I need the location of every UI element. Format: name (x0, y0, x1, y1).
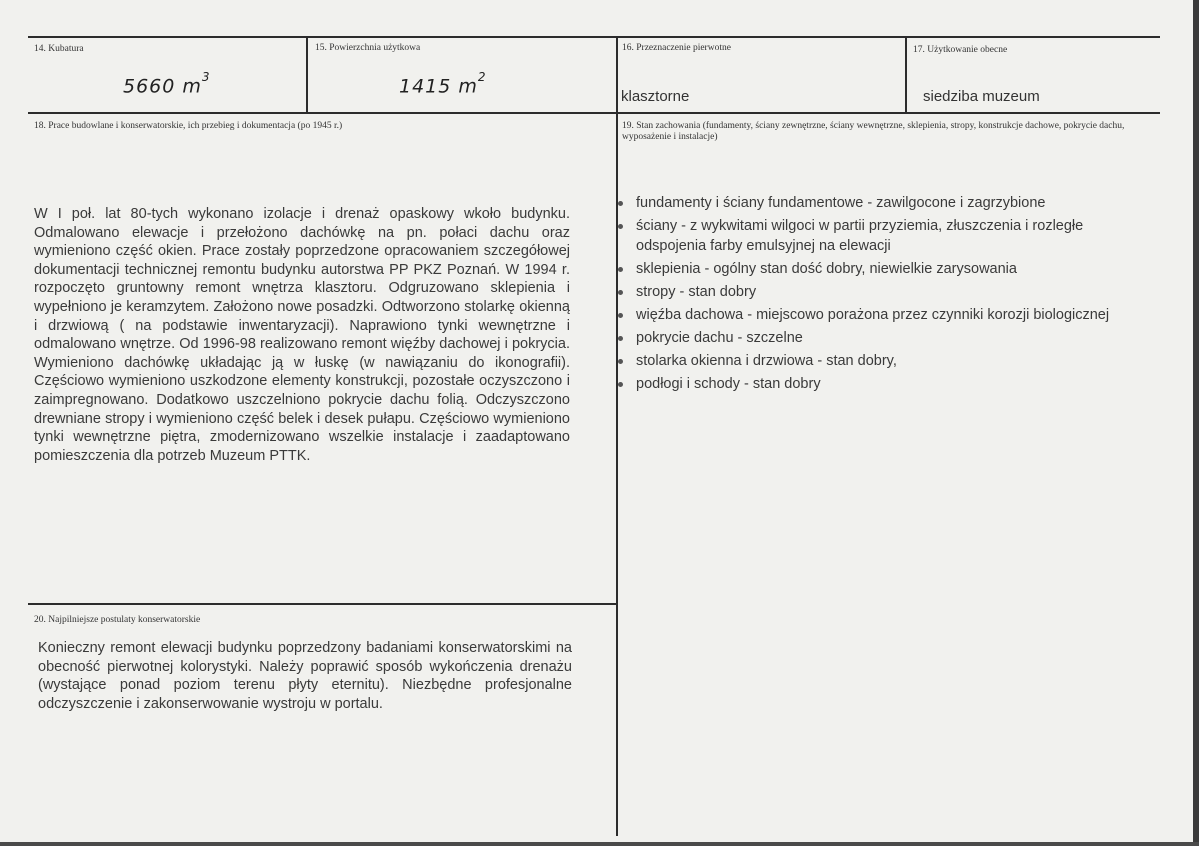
kubatura-unit: m (182, 75, 202, 98)
stan-item (617, 329, 1127, 349)
stan-item-text: pokrycie dachu - szczelne (636, 329, 803, 346)
stan-item-text: podłogi i schody - stan dobry (636, 375, 821, 392)
bullet-icon (618, 201, 623, 206)
top-rule (28, 36, 1160, 38)
divider-1 (306, 36, 308, 113)
powierzchnia-exponent: 2 (477, 70, 487, 84)
stan-item-text: sklepienia - ogólny stan dość dobry, niewielkie zarysowania (636, 260, 1017, 277)
scan-edge-right (1193, 0, 1199, 846)
stan-item (617, 260, 1127, 280)
bullet-icon (618, 382, 623, 387)
postulaty-label: 20. Najpilniejsze postulaty konserwatorskie (34, 615, 201, 625)
prace-label: 18. Prace budowlane i konserwatorskie, ich przebieg i dokumentacja (po 1945 r.) (34, 121, 343, 131)
stan-label: 19. Stan zachowania (fundamenty, ściany zewnętrzne, ściany wewnętrzne, sklepienia, stropy, konstrukcje dachowe, pokrycie dachu, wyposażenie i instalacje) (622, 121, 1125, 142)
bullet-icon (618, 336, 623, 341)
przeznaczenie-value: klasztorne (621, 88, 690, 105)
stan-item-text: więźba dachowa - miejscowo porażona przez czynniki korozji biologicznej (636, 306, 1110, 323)
stan-item-text: fundamenty i ściany fundamentowe - zawilgocone i zagrzybione (636, 195, 1046, 211)
divider-3 (905, 36, 907, 113)
stan-item (617, 217, 1127, 256)
powierzchnia-label: 15. Powierzchnia użytkowa (315, 43, 421, 53)
postulaty-top-rule (28, 603, 616, 605)
powierzchnia-value (399, 70, 487, 98)
stan-item (617, 306, 1127, 326)
bullet-icon (618, 313, 623, 318)
stan-item (617, 194, 1127, 214)
kubatura-value (123, 70, 211, 98)
bullet-icon (618, 224, 623, 229)
stan-item-text: stolarka okienna i drzwiowa - stan dobry, (636, 352, 897, 369)
postulaty-text: Konieczny remont elewacji budynku poprzedzony badaniami konserwatorskimi na obecność pierwotnej kolorystyki. Należy poprawić sposób wykończenia drenażu (wystające ponad poziom terenu płyty eternitu). Niezbędne profesjonalne odczyszczenie i zakonserwowanie wystroju w portalu. (38, 640, 572, 712)
przeznaczenie-label: 16. Przeznaczenie pierwotne (622, 43, 731, 53)
uzytkowanie-value: siedziba muzeum (923, 88, 1040, 105)
bullet-icon (618, 267, 623, 272)
stan-item (617, 283, 1127, 303)
header-bottom-rule (28, 112, 1160, 114)
kubatura-number: 5660 (123, 75, 176, 98)
uzytkowanie-label: 17. Użytkowanie obecne (913, 45, 1008, 55)
prace-text: W I poł. lat 80-tych wykonano izolacje i drenaż opaskowy wkoło budynku. Odmalowano elewacje i przełożono dachówkę na pn. połaci dachu oraz wymieniono część okien. Prace zostały poprzedzone opracowaniem szczegółowej dokumentacji technicznej remontu budynku autorstwa PP PKZ Poznań. W 1994 r. rozpoczęto gruntowny remont wnętrza klasztoru. Odgruzowano sklepienia i wypełniono je keramzytem. Założono nowe posadzki. Odtworzono stolarkę okienną i drzwiową ( na podstawie inwentaryzacji). Naprawiono tynki wewnętrzne i odmalowano wnętrze. Od 1996-98 realizowano remont więźby dachowej i pokrycia. Wymieniono dachówkę układając ją w łuskę (w nawiązaniu do ikonografii). Częściowo wymieniono uszkodzone elementy konstrukcji, pozostałe oczyszczono i zaimpregnowano. Dodatkowo uszczelniono pokrycie dachu folią. Odczyszczono drewniane stropy i wymieniono część belek i desek pułapu. Częściowo wymieniono tynki wewnętrzne piętra, zmodernizowano wszelkie instalacje i zaadaptowano pomieszczenia dla potrzeb Muzeum PTTK. (34, 206, 570, 464)
stan-item (617, 352, 1127, 372)
stan-item-text: stropy - stan dobry (636, 283, 757, 300)
kubatura-exponent: 3 (201, 70, 211, 84)
kubatura-label: 14. Kubatura (34, 44, 84, 54)
powierzchnia-number: 1415 (399, 75, 452, 98)
stan-item (617, 375, 1127, 395)
stan-item-text: ściany - z wykwitami wilgoci w partii przyziemia, złuszczenia i rozległe odspojenia farby emulsyjnej na elewacji (636, 218, 1084, 254)
bullet-icon (618, 359, 623, 364)
powierzchnia-unit: m (458, 75, 478, 98)
divider-main (616, 36, 618, 836)
stan-list (617, 194, 1127, 398)
scan-edge-bottom (0, 842, 1199, 846)
bullet-icon (618, 290, 623, 295)
